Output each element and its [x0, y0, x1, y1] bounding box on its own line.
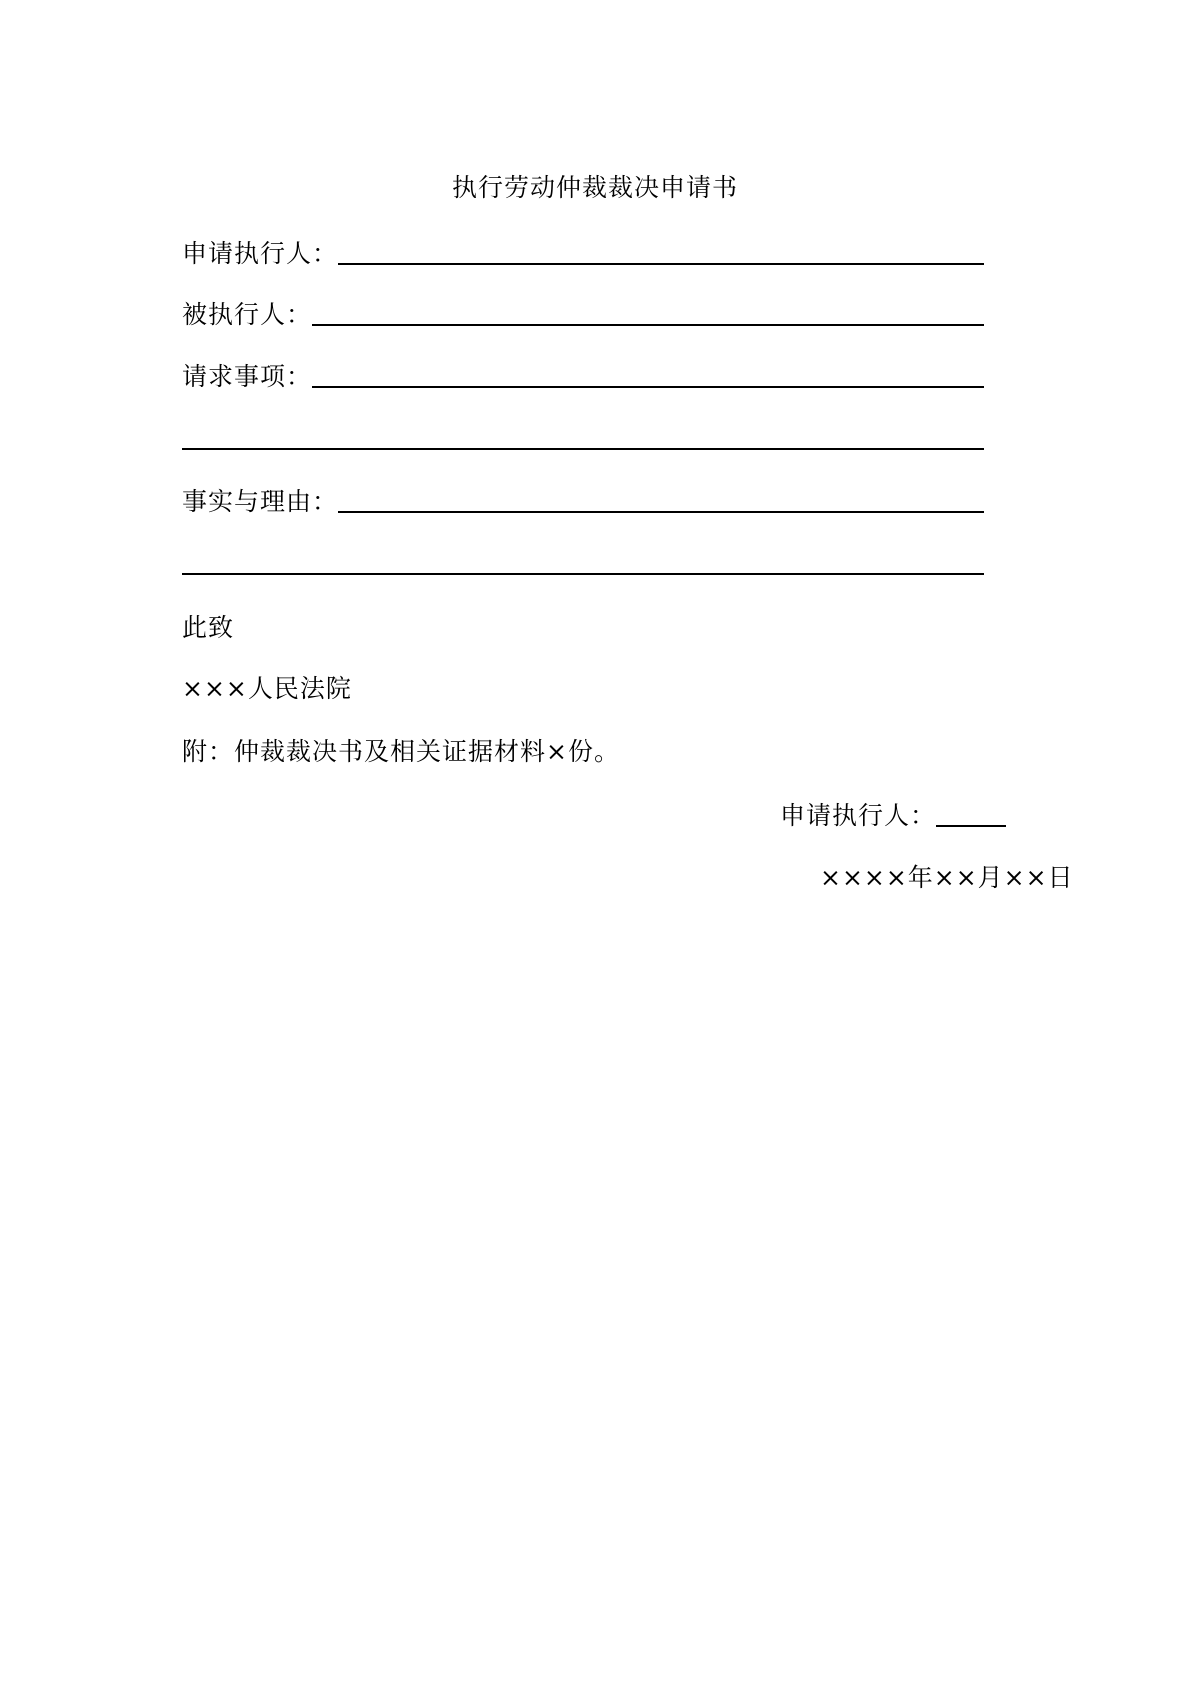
respondent-field: [182, 297, 984, 333]
claims-continuation-field: [182, 421, 984, 457]
facts-field: [182, 484, 984, 520]
respondent-label: 被执行人：: [182, 300, 313, 329]
court-name: ×××人民法院: [182, 674, 352, 703]
claims-label: 请求事项：: [182, 362, 313, 391]
claims-blank-line[interactable]: [312, 386, 984, 388]
signature-blank-line[interactable]: [936, 825, 1006, 827]
signature-date: ××××年××月××日: [820, 863, 1074, 892]
facts-continuation-blank-line[interactable]: [182, 573, 984, 575]
respondent-blank-line[interactable]: [312, 324, 984, 326]
facts-continuation-field: [182, 546, 984, 582]
signature-field: [780, 798, 1006, 834]
signature-label: 申请执行人：: [780, 801, 937, 830]
applicant-field: [182, 236, 984, 272]
facts-label: 事实与理由：: [182, 487, 339, 516]
salutation: 此致: [182, 613, 235, 642]
facts-blank-line[interactable]: [338, 511, 984, 513]
claims-field: [182, 359, 984, 395]
claims-continuation-blank-line[interactable]: [182, 448, 984, 450]
applicant-blank-line[interactable]: [338, 263, 984, 265]
applicant-label: 申请执行人：: [182, 239, 339, 268]
attachment-note: 附：仲裁裁决书及相关证据材料×份。: [182, 737, 620, 766]
document-title: 执行劳动仲裁裁决申请书: [451, 173, 738, 202]
